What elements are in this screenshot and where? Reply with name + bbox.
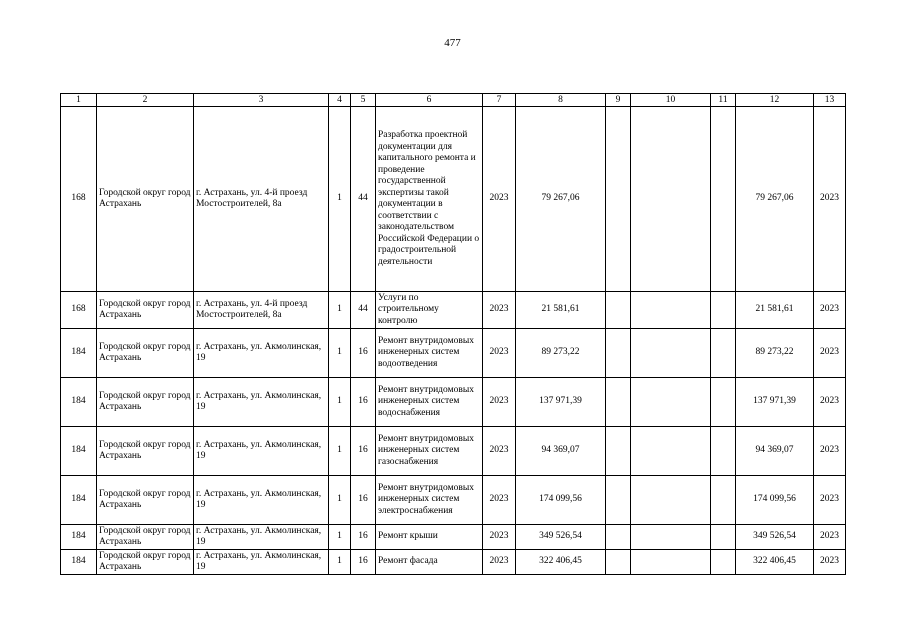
cost-cell: 94 369,07 — [516, 427, 606, 476]
col9-cell — [606, 427, 631, 476]
column-header: 8 — [516, 94, 606, 107]
col11-cell — [711, 329, 736, 378]
col5-cell: 16 — [351, 550, 376, 575]
table-row — [61, 329, 846, 378]
col9-cell — [606, 329, 631, 378]
col13-cell: 2023 — [814, 107, 846, 292]
work-type-cell: Ремонт внутридомовых инженерных систем электроснабжения — [376, 476, 483, 525]
row-number: 184 — [61, 525, 97, 550]
col5-cell: 44 — [351, 292, 376, 329]
row-number: 184 — [61, 329, 97, 378]
table-row — [61, 378, 846, 427]
table-row — [61, 476, 846, 525]
col13-cell: 2023 — [814, 525, 846, 550]
address-cell: г. Астрахань, ул. Акмолинская, 19 — [194, 427, 329, 476]
cost-cell: 322 406,45 — [516, 550, 606, 575]
col12-cell: 89 273,22 — [736, 329, 814, 378]
address-cell: г. Астрахань, ул. Акмолинская, 19 — [194, 476, 329, 525]
col11-cell — [711, 292, 736, 329]
col13-cell: 2023 — [814, 292, 846, 329]
col11-cell — [711, 107, 736, 292]
col13-cell: 2023 — [814, 550, 846, 575]
col4-cell: 1 — [329, 329, 351, 378]
col9-cell — [606, 378, 631, 427]
col13-cell: 2023 — [814, 427, 846, 476]
col10-cell — [631, 427, 711, 476]
table-row — [61, 550, 846, 575]
col10-cell — [631, 378, 711, 427]
address-cell: г. Астрахань, ул. Акмолинская, 19 — [194, 550, 329, 575]
col13-cell: 2023 — [814, 476, 846, 525]
row-number: 184 — [61, 378, 97, 427]
cost-cell: 89 273,22 — [516, 329, 606, 378]
col4-cell: 1 — [329, 427, 351, 476]
col10-cell — [631, 550, 711, 575]
column-header: 3 — [194, 94, 329, 107]
col5-cell: 16 — [351, 378, 376, 427]
col12-cell: 94 369,07 — [736, 427, 814, 476]
column-header: 9 — [606, 94, 631, 107]
row-number: 184 — [61, 550, 97, 575]
row-number: 168 — [61, 292, 97, 329]
cost-cell: 349 526,54 — [516, 525, 606, 550]
col13-cell: 2023 — [814, 378, 846, 427]
address-cell: г. Астрахань, ул. Акмолинская, 19 — [194, 378, 329, 427]
address-cell: г. Астрахань, ул. Акмолинская, 19 — [194, 525, 329, 550]
col9-cell — [606, 292, 631, 329]
work-type-cell: Ремонт внутридомовых инженерных систем водоотведения — [376, 329, 483, 378]
col4-cell: 1 — [329, 292, 351, 329]
col11-cell — [711, 550, 736, 575]
column-header: 11 — [711, 94, 736, 107]
municipality-cell: Городской округ город Астрахань — [97, 550, 194, 575]
address-cell: г. Астрахань, ул. 4-й проезд Мостостроителей, 8а — [194, 107, 329, 292]
work-type-cell: Ремонт крыши — [376, 525, 483, 550]
col12-cell: 349 526,54 — [736, 525, 814, 550]
col12-cell: 21 581,61 — [736, 292, 814, 329]
year-cell: 2023 — [483, 378, 516, 427]
col10-cell — [631, 292, 711, 329]
table-row — [61, 427, 846, 476]
col5-cell: 16 — [351, 525, 376, 550]
col4-cell: 1 — [329, 378, 351, 427]
municipality-cell: Городской округ город Астрахань — [97, 525, 194, 550]
col10-cell — [631, 329, 711, 378]
col9-cell — [606, 107, 631, 292]
year-cell: 2023 — [483, 525, 516, 550]
col10-cell — [631, 525, 711, 550]
col5-cell: 16 — [351, 329, 376, 378]
col9-cell — [606, 525, 631, 550]
table-row — [61, 292, 846, 329]
municipality-cell: Городской округ город Астрахань — [97, 427, 194, 476]
address-cell: г. Астрахань, ул. 4-й проезд Мостостроителей, 8а — [194, 292, 329, 329]
col9-cell — [606, 476, 631, 525]
municipality-cell: Городской округ город Астрахань — [97, 292, 194, 329]
col13-cell: 2023 — [814, 329, 846, 378]
column-header: 12 — [736, 94, 814, 107]
municipality-cell: Городской округ город Астрахань — [97, 378, 194, 427]
col11-cell — [711, 525, 736, 550]
municipality-cell: Городской округ город Астрахань — [97, 329, 194, 378]
column-header: 6 — [376, 94, 483, 107]
year-cell: 2023 — [483, 427, 516, 476]
col10-cell — [631, 476, 711, 525]
column-header: 13 — [814, 94, 846, 107]
column-header: 2 — [97, 94, 194, 107]
year-cell: 2023 — [483, 476, 516, 525]
column-number-row — [61, 94, 846, 107]
column-header: 7 — [483, 94, 516, 107]
table-row — [61, 107, 846, 292]
work-type-cell: Ремонт внутридомовых инженерных систем водоснабжения — [376, 378, 483, 427]
col5-cell: 44 — [351, 107, 376, 292]
col12-cell: 137 971,39 — [736, 378, 814, 427]
cost-cell: 137 971,39 — [516, 378, 606, 427]
col9-cell — [606, 550, 631, 575]
cost-cell: 21 581,61 — [516, 292, 606, 329]
municipality-cell: Городской округ город Астрахань — [97, 476, 194, 525]
capital-repair-table — [60, 93, 846, 575]
col5-cell: 16 — [351, 427, 376, 476]
cost-cell: 174 099,56 — [516, 476, 606, 525]
col5-cell: 16 — [351, 476, 376, 525]
col10-cell — [631, 107, 711, 292]
row-number: 168 — [61, 107, 97, 292]
column-header: 4 — [329, 94, 351, 107]
column-header: 10 — [631, 94, 711, 107]
year-cell: 2023 — [483, 107, 516, 292]
row-number: 184 — [61, 427, 97, 476]
municipality-cell: Городской округ город Астрахань — [97, 107, 194, 292]
col11-cell — [711, 476, 736, 525]
cost-cell: 79 267,06 — [516, 107, 606, 292]
col12-cell: 322 406,45 — [736, 550, 814, 575]
table-row — [61, 525, 846, 550]
row-number: 184 — [61, 476, 97, 525]
work-type-cell: Разработка проектной документации для капитального ремонта и проведение государственной экспертизы такой документации в соответствии с законодательством Российской Федерации о градостроительной деятельности — [376, 107, 483, 292]
col11-cell — [711, 378, 736, 427]
col4-cell: 1 — [329, 550, 351, 575]
column-header: 1 — [61, 94, 97, 107]
work-type-cell: Услуги по строительному контролю — [376, 292, 483, 329]
work-type-cell: Ремонт фасада — [376, 550, 483, 575]
col4-cell: 1 — [329, 525, 351, 550]
page-number: 477 — [444, 37, 461, 49]
column-header: 5 — [351, 94, 376, 107]
col4-cell: 1 — [329, 476, 351, 525]
col11-cell — [711, 427, 736, 476]
year-cell: 2023 — [483, 292, 516, 329]
work-type-cell: Ремонт внутридомовых инженерных систем газоснабжения — [376, 427, 483, 476]
year-cell: 2023 — [483, 329, 516, 378]
col12-cell: 79 267,06 — [736, 107, 814, 292]
col12-cell: 174 099,56 — [736, 476, 814, 525]
col4-cell: 1 — [329, 107, 351, 292]
address-cell: г. Астрахань, ул. Акмолинская, 19 — [194, 329, 329, 378]
year-cell: 2023 — [483, 550, 516, 575]
